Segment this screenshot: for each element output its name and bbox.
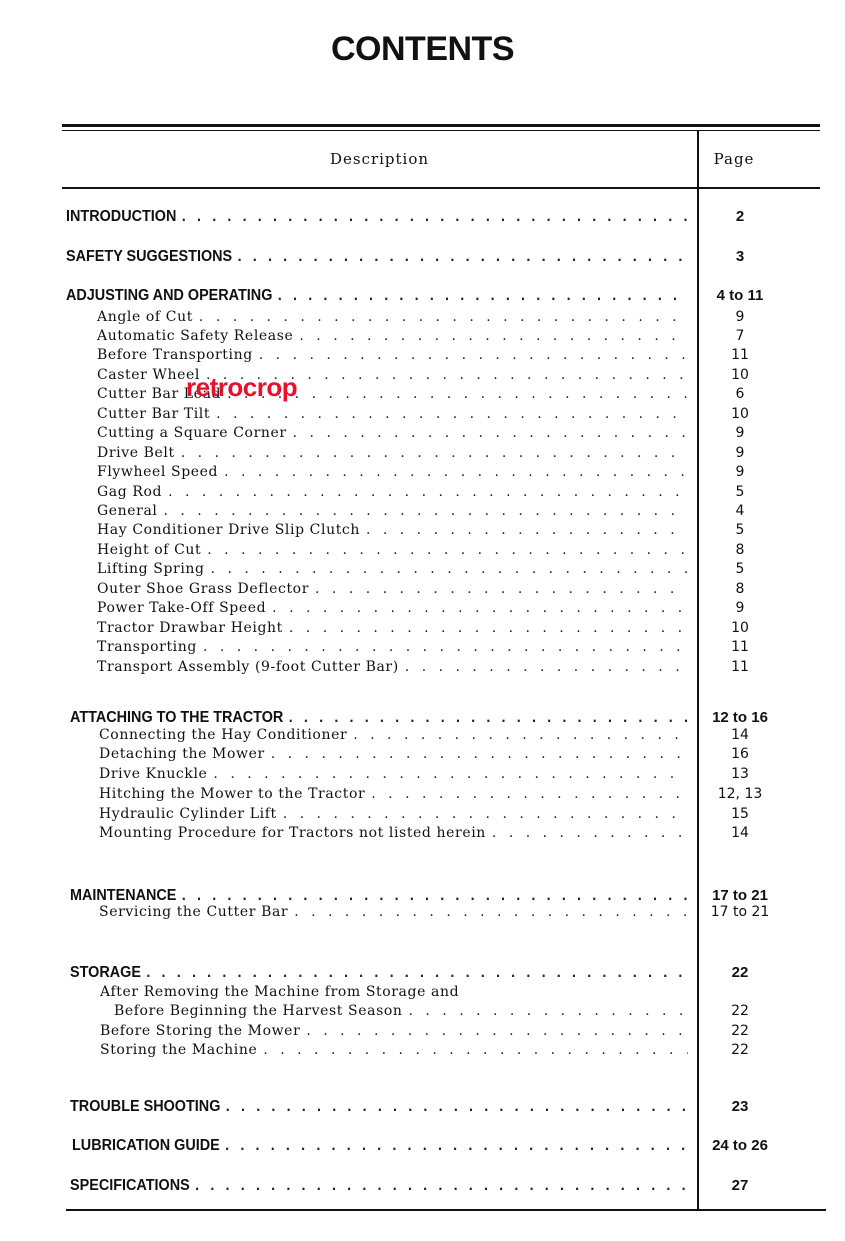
toc-subentry xyxy=(97,309,688,325)
dot-leader xyxy=(366,522,688,538)
toc-page-number: 9 xyxy=(735,425,745,441)
dot-leader xyxy=(164,503,689,519)
toc-subentry xyxy=(99,727,688,743)
toc-page-number: 14 xyxy=(731,727,749,743)
dot-leader xyxy=(315,581,688,597)
toc-page-number: 13 xyxy=(731,766,749,782)
dot-leader xyxy=(299,328,688,344)
dot-leader xyxy=(182,208,688,226)
toc-entry-label: Tractor Drawbar Height xyxy=(97,620,283,636)
dot-leader xyxy=(353,727,688,743)
toc-subentry xyxy=(97,561,688,577)
dot-leader xyxy=(226,1098,688,1116)
toc-entry-label: Before Beginning the Harvest Season xyxy=(114,1003,403,1019)
toc-subentry xyxy=(97,639,688,655)
toc-subentry xyxy=(97,347,688,363)
toc-entry-label: Caster Wheel xyxy=(97,367,200,383)
toc-entry-label: LUBRICATION GUIDE xyxy=(72,1137,220,1154)
toc-entry-label: MAINTENANCE xyxy=(70,887,177,904)
toc-subentry xyxy=(97,620,688,636)
watermark: retrocrop xyxy=(186,372,298,402)
toc-entry-label: Cutter Bar Lead xyxy=(97,386,222,402)
toc-entry-label: TROUBLE SHOOTING xyxy=(70,1098,221,1115)
toc-subentry xyxy=(97,406,688,422)
toc-subentry xyxy=(100,984,688,1000)
toc-entry-label: SPECIFICATIONS xyxy=(70,1177,190,1194)
toc-section-entry xyxy=(66,208,688,226)
dot-leader xyxy=(213,766,688,782)
dot-leader xyxy=(216,406,688,422)
dot-leader xyxy=(238,248,688,266)
toc-page-number: 10 xyxy=(731,620,749,636)
dot-leader xyxy=(181,445,688,461)
dot-leader xyxy=(371,786,688,802)
dot-leader xyxy=(306,1023,688,1039)
toc-page-number: 4 xyxy=(735,503,745,519)
toc-page-number: 22 xyxy=(731,1042,749,1058)
toc-subentry xyxy=(114,1003,688,1019)
toc-section-entry xyxy=(70,1098,688,1116)
toc-entry-label: Transporting xyxy=(97,639,197,655)
toc-subentry xyxy=(97,581,688,597)
toc-subentry xyxy=(100,1023,688,1039)
toc-page-number: 9 xyxy=(735,445,745,461)
column-header-description: Description xyxy=(329,150,430,168)
toc-entry-label: Height of Cut xyxy=(97,542,202,558)
toc-entry-label: Outer Shoe Grass Deflector xyxy=(97,581,310,597)
toc-entry-label: Lifting Spring xyxy=(97,561,205,577)
toc-subentry xyxy=(99,746,688,762)
dot-leader xyxy=(405,659,688,675)
dot-leader xyxy=(211,561,688,577)
dot-leader xyxy=(207,542,688,558)
toc-subentry xyxy=(97,542,688,558)
toc-subentry xyxy=(97,659,688,675)
dot-leader xyxy=(283,806,688,822)
toc-page-number: 7 xyxy=(735,328,745,344)
toc-entry-label: Mounting Procedure for Tractors not listed herein xyxy=(99,825,486,841)
toc-subentry xyxy=(97,503,688,519)
toc-page-number: 22 xyxy=(731,964,749,981)
toc-entry-label: Power Take-Off Speed xyxy=(97,600,267,616)
bottom-rule xyxy=(66,1209,826,1211)
toc-subentry xyxy=(99,904,688,920)
dot-leader xyxy=(146,964,688,982)
toc-page-number: 6 xyxy=(735,386,745,402)
toc-entry-label: General xyxy=(97,503,158,519)
toc-entry-label: INTRODUCTION xyxy=(66,208,177,225)
dot-leader xyxy=(182,887,688,905)
toc-page-number: 22 xyxy=(731,1003,749,1019)
toc-page-number: 10 xyxy=(731,406,749,422)
toc-page-number: 14 xyxy=(731,825,749,841)
dot-leader xyxy=(224,464,688,480)
toc-page-number: 5 xyxy=(735,522,745,538)
dot-leader xyxy=(259,347,688,363)
top-rule-thin xyxy=(62,130,820,131)
toc-page-number: 8 xyxy=(735,542,745,558)
toc-section-entry xyxy=(70,887,688,905)
toc-page-number: 12 to 16 xyxy=(712,709,768,726)
toc-entry-label: Angle of Cut xyxy=(97,309,193,325)
toc-page-number: 15 xyxy=(731,806,749,822)
toc-page-number: 2 xyxy=(735,208,745,225)
toc-entry-label: Storing the Machine xyxy=(100,1042,258,1058)
toc-subentry xyxy=(97,484,688,500)
toc-entry-label: Hydraulic Cylinder Lift xyxy=(99,806,277,822)
toc-page-number: 11 xyxy=(731,347,749,363)
toc-section-entry xyxy=(66,287,688,305)
toc-section-entry xyxy=(70,709,688,727)
dot-leader xyxy=(289,709,688,727)
toc-entry-label: Hay Conditioner Drive Slip Clutch xyxy=(97,522,360,538)
toc-page-number: 5 xyxy=(735,561,745,577)
toc-entry-label: Cutter Bar Tilt xyxy=(97,406,211,422)
toc-page-number: 17 to 21 xyxy=(712,887,768,904)
dot-leader xyxy=(289,620,688,636)
toc-entry-label: ADJUSTING AND OPERATING xyxy=(66,287,273,304)
toc-page-number: 22 xyxy=(731,1023,749,1039)
toc-page-number: 16 xyxy=(731,746,749,762)
toc-page-number: 10 xyxy=(731,367,749,383)
top-rule xyxy=(62,124,820,127)
toc-entry-label: Cutting a Square Corner xyxy=(97,425,287,441)
toc-page-number: 9 xyxy=(735,600,745,616)
toc-page-number: 27 xyxy=(731,1177,749,1194)
dot-leader xyxy=(263,1042,688,1058)
toc-subentry xyxy=(99,806,688,822)
toc-page-number: 23 xyxy=(731,1098,749,1115)
toc-subentry xyxy=(97,445,688,461)
toc-subentry xyxy=(99,786,688,802)
toc-entry-label: STORAGE xyxy=(70,964,141,981)
dot-leader xyxy=(195,1177,688,1195)
dot-leader xyxy=(271,746,688,762)
toc-subentry xyxy=(97,464,688,480)
toc-entry-label: Automatic Safety Release xyxy=(97,328,294,344)
toc-page-number: 17 to 21 xyxy=(710,904,770,920)
dot-leader xyxy=(278,287,688,305)
toc-section-entry xyxy=(66,248,688,266)
page-title: CONTENTS xyxy=(331,30,514,68)
toc-section-entry xyxy=(72,1137,688,1155)
toc-subentry xyxy=(97,522,688,538)
dot-leader xyxy=(293,425,688,441)
toc-entry-label: Hitching the Mower to the Tractor xyxy=(99,786,366,802)
dot-leader xyxy=(294,904,688,920)
toc-entry-label: Drive Knuckle xyxy=(99,766,208,782)
toc-subentry xyxy=(97,328,688,344)
toc-section-entry xyxy=(70,964,688,982)
toc-page-number: 9 xyxy=(735,464,745,480)
toc-page-number: 12, 13 xyxy=(717,786,763,802)
toc-section-entry xyxy=(70,1177,688,1195)
dot-leader xyxy=(199,309,688,325)
toc-subentry xyxy=(97,425,688,441)
dot-leader xyxy=(272,600,688,616)
toc-entry-label: After Removing the Machine from Storage and xyxy=(100,984,460,1000)
header-rule xyxy=(62,187,820,189)
toc-entry-label: Connecting the Hay Conditioner xyxy=(99,727,348,743)
toc-page-number: 11 xyxy=(731,639,749,655)
dot-leader xyxy=(203,639,688,655)
toc-page-number: 3 xyxy=(735,248,745,265)
toc-page-number: 8 xyxy=(735,581,745,597)
toc-entry-label: ATTACHING TO THE TRACTOR xyxy=(70,709,284,726)
dot-leader xyxy=(168,484,688,500)
toc-page-number: 9 xyxy=(735,309,745,325)
toc-entry-label: Transport Assembly (9-foot Cutter Bar) xyxy=(97,659,399,675)
toc-page-number: 5 xyxy=(735,484,745,500)
toc-entry-label: SAFETY SUGGESTIONS xyxy=(66,248,233,265)
toc-subentry xyxy=(99,825,688,841)
toc-entry-label: Gag Rod xyxy=(97,484,163,500)
toc-entry-label: Before Transporting xyxy=(97,347,253,363)
toc-page-number: 24 to 26 xyxy=(712,1137,768,1154)
toc-entry-label: Detaching the Mower xyxy=(99,746,265,762)
toc-page-number: 4 to 11 xyxy=(716,287,764,304)
toc-subentry xyxy=(99,766,688,782)
toc-entry-label: Servicing the Cutter Bar xyxy=(99,904,289,920)
dot-leader xyxy=(409,1003,689,1019)
toc-subentry xyxy=(97,600,688,616)
column-header-page: Page xyxy=(713,150,755,168)
dot-leader xyxy=(225,1137,688,1155)
toc-subentry xyxy=(100,1042,688,1058)
toc-entry-label: Drive Belt xyxy=(97,445,175,461)
dot-leader xyxy=(492,825,688,841)
toc-entry-label: Flywheel Speed xyxy=(97,464,219,480)
toc-page-number: 11 xyxy=(731,659,749,675)
toc-entry-label: Before Storing the Mower xyxy=(100,1023,301,1039)
